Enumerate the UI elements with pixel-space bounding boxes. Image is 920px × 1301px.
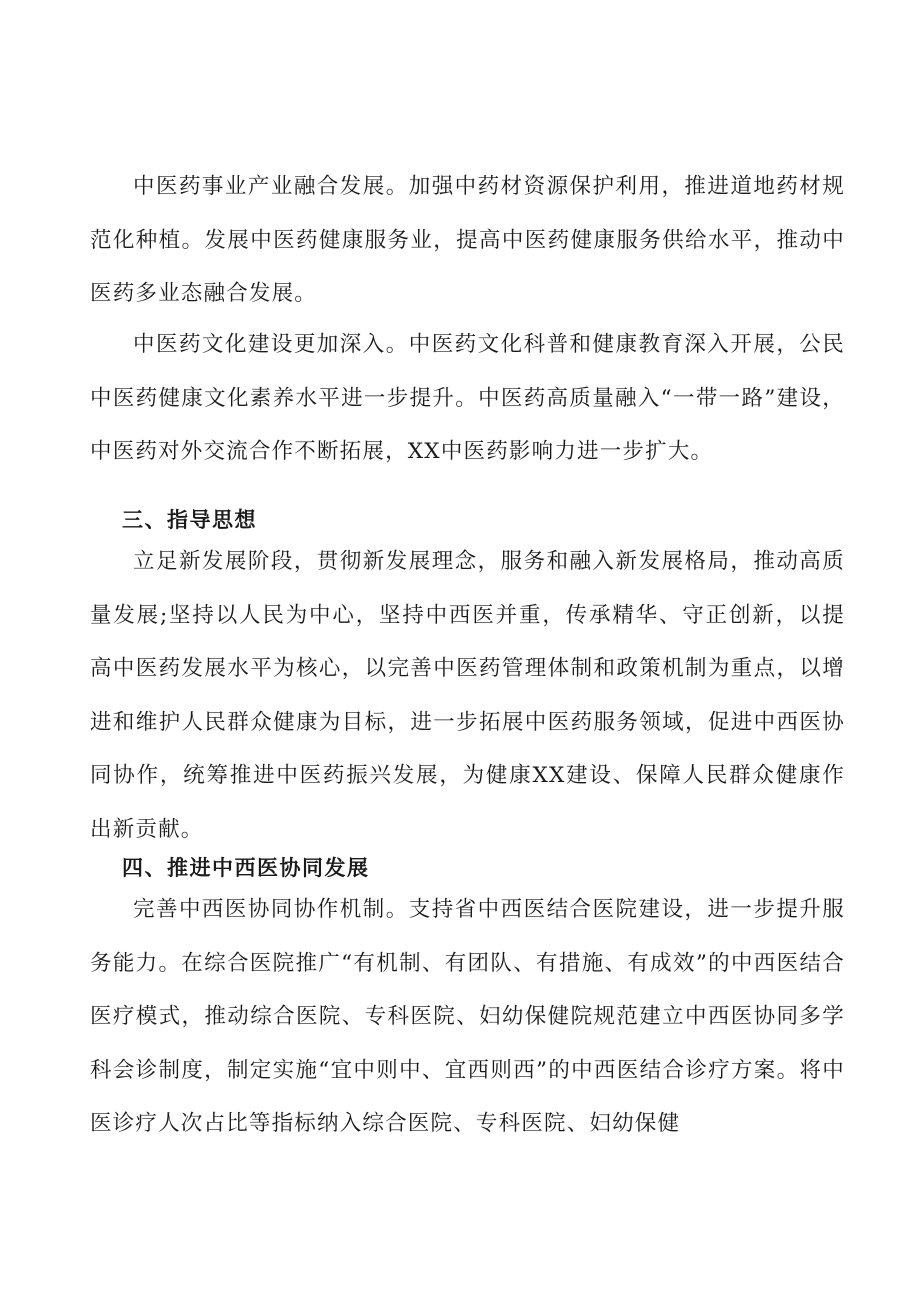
paragraph-industry-integration: 中医药事业产业融合发展。加强中药材资源保护利用，推进道地药材规范化种植。发展中医药健康服务业，提高中医药健康服务供给水平，推动中医药多业态融合发展。 [90, 174, 845, 306]
paragraph-guiding-ideology: 立足新发展阶段，贯彻新发展理念，服务和融入新发展格局，推动高质量发展;坚持以人民为中心，坚持中西医并重，传承精华、守正创新，以提高中医药发展水平为核心，以完善中医药管理体制和政策机制为重点，以增进和维护人民群众健康为目标，进一步拓展中医药服务领域，促进中西医协同协作，统筹推进中医药振兴发展，为健康XX建设、保障人民群众健康作出新贡献。 [90, 549, 845, 842]
paragraph-collaboration-mechanism: 完善中西医协同协作机制。支持省中西医结合医院建设，进一步提升服务能力。在综合医院推广“有机制、有团队、有措施、有成效”的中西医结合医疗模式，推动综合医院、专科医院、妇幼保健院规范建立中西医协同多学科会诊制度，制定实施“宜中则中、宜西则西”的中西医结合诊疗方案。将中医诊疗人次占比等指标纳入综合医院、专科医院、妇幼保健 [90, 897, 845, 1136]
section-heading-integrated-medicine: 四、推进中西医协同发展 [122, 855, 370, 880]
section-heading-guiding-ideology: 三、指导思想 [122, 507, 257, 532]
paragraph-culture-construction: 中医药文化建设更加深入。中医药文化科普和健康教育深入开展，公民中医药健康文化素养水平进一步提升。中医药高质量融入“一带一路”建设，中医药对外交流合作不断拓展，XX中医药影响力进一步扩大。 [90, 332, 845, 464]
